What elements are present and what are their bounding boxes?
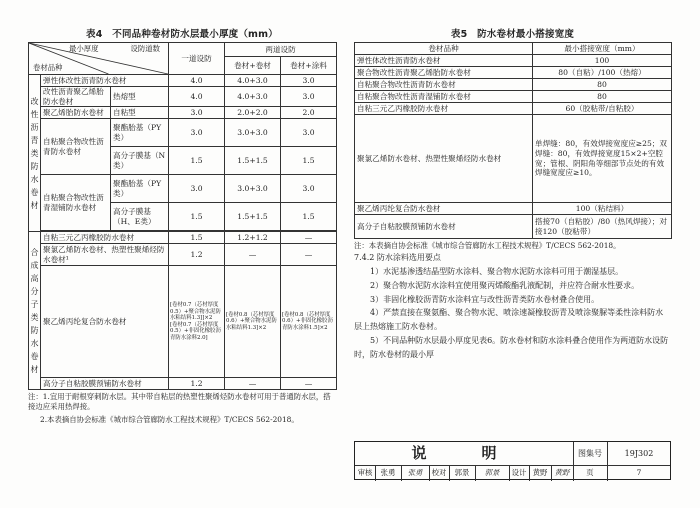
section-item-4: 4）严禁直接在聚氨酯、聚合物水泥、喷涂速凝橡胶沥青及喷涂聚脲等柔性涂料防水层上热熔施工防水卷材。 [354,308,664,332]
designer-name: 黄野 [529,465,552,481]
header-min-thickness: 最小厚度 [69,44,99,53]
r5-a2: 1.5+1.5 [225,203,281,231]
r3-b: 2.0 [281,107,337,119]
t5-r7-name: 高分子自粘胶膜预铺防水卷材 [355,215,533,239]
review-label: 审核 [355,465,376,481]
table5-header-variety: 卷材品种 [355,43,533,55]
title-block-signatures [355,465,670,481]
r3-one: 3.0 [169,107,225,119]
table5-header-width: 最小搭接宽度（mm） [533,43,672,55]
r4-a1: 3.0+3.0 [225,119,281,147]
t5-r3-val: 80 [533,91,672,103]
r9-one: 1.2 [169,378,225,390]
r5-b2: 1.5 [281,203,337,231]
page-number: 7 [636,468,642,477]
table4-note-1: 注：1.宜用于耐根穿刺防水层。其中带自粘层的热塑性聚烯烃防水卷材可用于普通防水层，搭接边应采用热焊接。 [28,392,331,412]
reviewer-name: 张勇 [375,465,402,481]
section-item-2: 2）聚合物水泥防水涂料宜使用聚丙烯酸酯乳液配制，并应符合耐水性要求。 [370,280,640,290]
t5-r7-val: 搭接70（自粘胶）/80（热风焊接）；对接120（胶粘带） [533,215,672,239]
t5-r1-val: 80（自粘）/100（热熔） [533,67,672,79]
r4-one2: 1.5 [169,147,225,175]
designer-signature: 黄野 [551,465,574,481]
r7-a: — [225,244,281,266]
r4-name: 自粘聚合物改性沥青防水卷材 [41,119,111,175]
page-label: 页 [573,465,608,481]
table4-corner-header [29,43,169,75]
r8-name: 聚乙烯丙纶复合防水卷材 [41,266,169,378]
r4-t1: 聚酯胎基（PY类） [111,119,169,147]
right-column [354,28,671,362]
header-two: 两道设防 [225,43,337,57]
r6-name: 自粘三元乙丙橡胶防水卷材 [41,232,169,244]
r5-t2: 高分子膜基（H、E类） [111,203,169,231]
section-item-1: 1）水泥基渗透结晶型防水涂料、聚合物水泥防水涂料可用于潮湿基层。 [370,267,624,276]
r6-b: — [281,232,337,244]
reviewer-signature: 张勇 [401,465,430,481]
r2-a: 4.0+3.0 [225,87,281,107]
t5-r2-val: 80 [533,79,672,91]
table5-title: 表5 防水卷材最小搭接宽度 [450,29,575,40]
r5-one2: 1.5 [169,203,225,231]
group-modified-asphalt: 改性沥青类防水卷材 [29,75,41,232]
header-variety: 卷材品种 [33,63,63,73]
r9-name: 高分子自粘胶膜预铺防水卷材 [41,378,169,390]
t5-r0-val: 100 [533,55,672,67]
header-two-b: 卷材+涂料 [281,57,337,75]
r5-a1: 3.0+3.0 [225,175,281,203]
table4-title: 表4 不同品种卷材防水层最小厚度（mm） [86,29,278,40]
r7-name: 聚氯乙烯防水卷材、热塑性聚烯烃防水卷材¹ [41,244,169,266]
r4-a2: 1.5+1.5 [225,147,281,175]
r5-name: 自粘聚合物改性沥青湿铺防水卷材 [41,175,111,231]
r4-one1: 3.0 [169,119,225,147]
r6-a: 1.2+1.2 [225,232,281,244]
t5-r6-name: 聚乙烯丙纶复合防水卷材 [355,203,533,215]
r1-one: 4.0 [169,75,225,87]
r8-b: [卷材0.8（芯材厚度0.6）+非固化橡胶沥青防水涂料1.5]×2 [281,266,337,378]
r2-name: 改性沥青聚乙烯胎防水卷材 [41,87,111,107]
r5-b1: 3.0 [281,175,337,203]
r9-a: — [225,378,281,390]
r5-one1: 3.0 [169,175,225,203]
section-item-3: 3）非固化橡胶沥青防水涂料宜与改性沥青类防水卷材叠合使用。 [370,294,600,304]
t5-r6-val: 100（粘结料） [533,203,672,215]
group-synthetic-polymer: 合成高分子类防水卷材 [29,232,41,390]
t5-r2-name: 自粘聚合物改性沥青防水卷材 [355,79,533,91]
t5-r5-name: 聚氯乙烯防水卷材、热塑性聚烯烃防水卷材 [355,115,533,203]
r7-b: — [281,244,337,266]
r1-a: 4.0+3.0 [225,75,281,87]
check-label: 校对 [429,465,450,481]
r1-name: 弹性体改性沥青防水卷材 [41,75,169,87]
atlas-label: 图集号 [573,442,608,465]
atlas-number: 19J302 [624,449,654,458]
drawing-sheet [28,28,671,480]
r9-b: — [281,378,337,390]
sheet-title: 说 明 [355,442,574,465]
r8-a: [卷材0.8（芯材厚度0.6）+聚合物水泥防水粘结料1.3]×2 [225,266,281,378]
t5-r3-name: 自粘聚合物改性沥青湿铺防水卷材 [355,91,533,103]
design-label: 设计 [509,465,530,481]
t5-r4-name: 自粘三元乙丙橡胶防水卷材 [355,103,533,115]
r1-b: 3.0 [281,75,337,87]
checker-signature: 郭景 [475,465,510,481]
table5-note: 注：本表摘自协会标准《城市综合管廊防水工程技术规程》T/CECS 562-2018。 [354,241,621,250]
r3-name: 聚乙烯胎防水卷材 [41,107,111,119]
title-block [354,441,671,480]
table4-note-2: 2.本表摘自协会标准《城市综合管廊防水工程技术规程》T/CECS 562-2018。 [40,414,299,424]
t5-r1-name: 聚合物改性沥青聚乙烯胎防水卷材 [355,67,533,79]
t5-r5-val: 单焊缝：80，有效焊接宽度应≥25；双焊缝：80，有效焊接宽度15×2+空腔宽；管根、阴阳角等细部节点处的有效焊缝宽度应≥10。 [533,115,672,203]
section-heading: 7.4.2 防水涂料选用要点 [354,253,441,263]
r4-b2: 1.5 [281,147,337,175]
left-column [28,28,336,425]
title-block-top [355,442,670,466]
t5-r0-name: 弹性体改性沥青防水卷材 [355,55,533,67]
r2-type: 热熔型 [111,87,169,107]
r2-b: 3.0 [281,87,337,107]
r3-a: 2.0+2.0 [225,107,281,119]
table5 [354,42,672,239]
table4 [28,42,337,390]
checker-name: 郭景 [449,465,476,481]
t5-r4-val: 60（胶粘带/自粘胶） [533,103,672,115]
r3-type: 自粘型 [111,107,169,119]
r4-b1: 3.0 [281,119,337,147]
header-two-a: 卷材+卷材 [225,57,281,75]
r2-one: 4.0 [169,87,225,107]
header-one: 一道设防 [169,43,225,75]
r8-one: [卷材0.7（芯材厚度0.5）+聚合物水泥防水粘结料1.3]]×2 [卷材0.7（芯材厚度0.5）+非固化橡胶沥青防水涂料2.0] [169,266,225,378]
r7-one: 1.2 [169,244,225,266]
r5-t1: 聚酯胎基（PY类） [111,175,169,203]
header-grade: 设防道数 [130,44,161,53]
r4-t2: 高分子膜基（N类） [111,147,169,175]
r6-one: 1.5 [169,232,225,244]
section-item-5: 5）不同品种防水层最小厚度见表6。防水卷材和防水涂料叠合使用作为两道防水设防时，防水卷材的最小厚 [354,335,669,359]
